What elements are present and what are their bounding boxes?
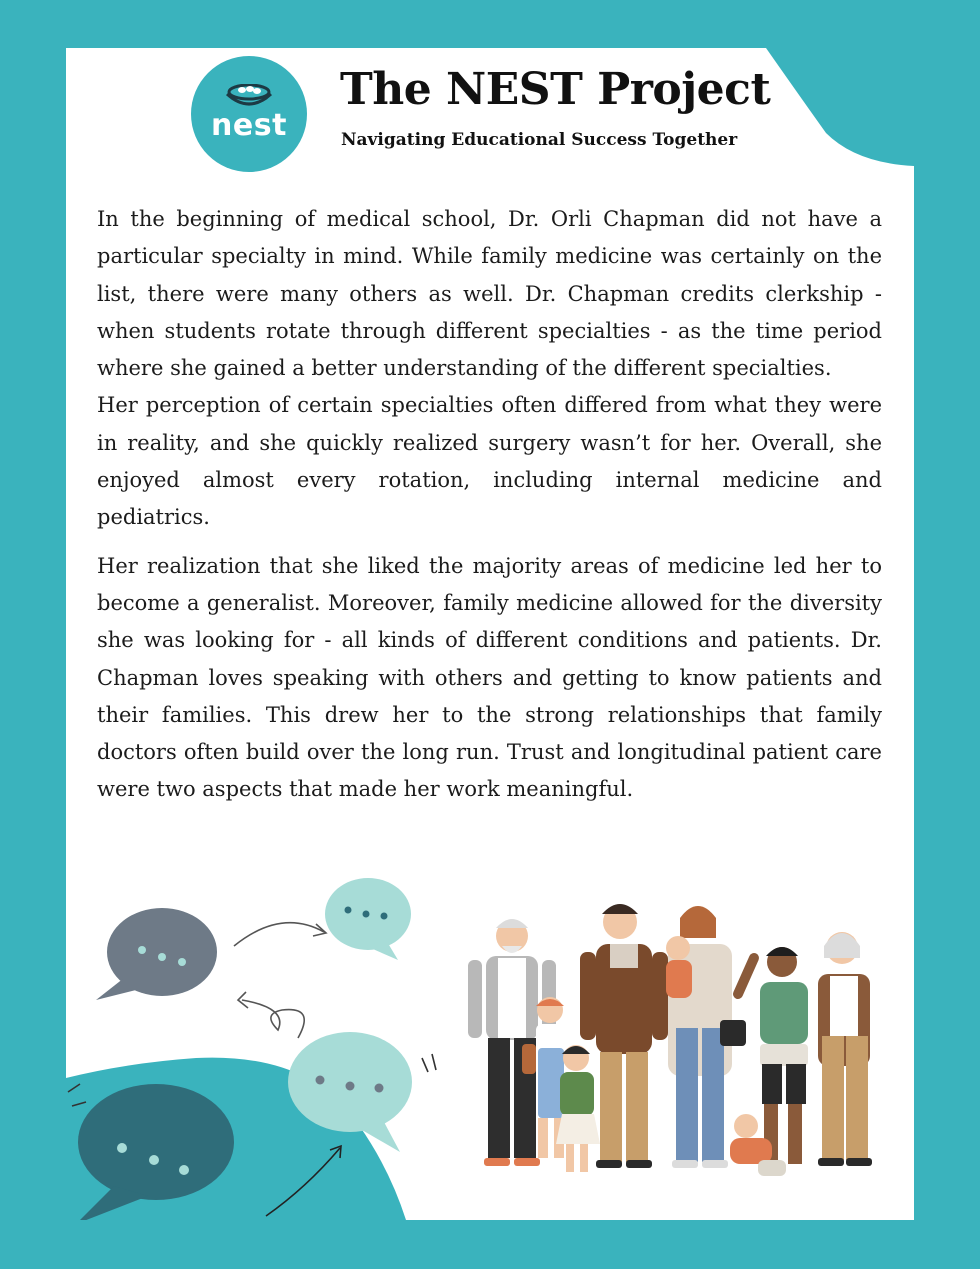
arrow-icon bbox=[234, 923, 324, 946]
page-title: The NEST Project bbox=[340, 64, 771, 115]
speech-bubble-icon bbox=[96, 908, 217, 1000]
paragraph: Her realization that she liked the majority areas of medicine led her to become a generalist. Moreover, family medicine allowed for the diversity she was looking for - all kinds of different conditions and patients. Dr. Chapman loves speaking with others and getting to know patients and their families. This drew her to the strong relationships that family doctors often build over the long run. Trust and longitudinal patient care were two aspects that made her work meaningful. bbox=[97, 553, 882, 802]
family-group-illustration bbox=[468, 904, 872, 1176]
grandmother-figure bbox=[818, 932, 872, 1166]
paragraph: In the beginning of medical school, Dr. Orli Chapman did not have a particular specialty in mind. While family medicine was certainly on the list, there were many others as well. Dr. Chapman credits clerkship - when students rotate through different specialties - as the time period where she gained a better understanding of the different specialties. bbox=[97, 207, 882, 381]
speech-bubbles-illustration bbox=[68, 878, 436, 1220]
arrow-icon bbox=[242, 1000, 304, 1038]
speech-bubble-icon bbox=[325, 878, 411, 960]
mother-figure bbox=[666, 906, 746, 1168]
page-subtitle: Navigating Educational Success Together bbox=[341, 130, 738, 150]
speech-bubble-icon bbox=[76, 1084, 234, 1220]
speech-bubble-icon bbox=[288, 1032, 412, 1152]
paragraph: Her perception of certain specialties often differed from what they were in reality, and she quickly realized surgery wasn’t for her. Overall, she enjoyed almost every rotation, including internal medicine and pediatrics. bbox=[97, 393, 882, 530]
arrow-icon bbox=[266, 1148, 340, 1216]
document-page bbox=[66, 48, 914, 1220]
logo-text: nest bbox=[211, 108, 287, 143]
